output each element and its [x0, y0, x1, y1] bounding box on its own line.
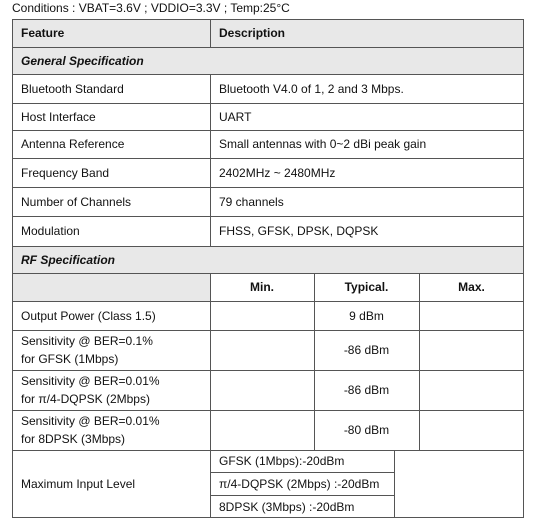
column-divider — [210, 74, 211, 246]
rf-row-typical: 9 dBm — [349, 308, 384, 323]
rf-row-typical: -86 dBm — [343, 343, 390, 357]
rf-row-typical: -80 dBm — [343, 423, 390, 437]
rf-header-min: Min. — [250, 280, 274, 294]
rf-row-feature — [12, 330, 219, 370]
rf-header-typical: Typical. — [344, 280, 389, 294]
row-divider — [210, 495, 394, 496]
max-input-value: 8DPSK (3Mbps) :-20dBm — [219, 499, 355, 514]
row-divider — [12, 330, 524, 331]
general-row-feature: Antenna Reference — [21, 137, 125, 151]
general-row-description: Small antennas with 0~2 dBi peak gain — [219, 137, 427, 151]
row-divider — [12, 370, 524, 371]
table-border — [12, 19, 13, 518]
row-divider — [12, 450, 524, 451]
general-section-title: General Specification — [21, 53, 144, 68]
max-input-value: GFSK (1Mbps):-20dBm — [219, 454, 345, 468]
table-border — [12, 19, 524, 20]
row-divider — [12, 187, 524, 188]
general-row-feature: Frequency Band — [21, 165, 110, 180]
row-divider — [12, 158, 524, 159]
rf-row-max — [419, 330, 524, 370]
rf-row-feature-line: for π/4-DQPSK (2Mbps) — [21, 392, 150, 406]
rf-row-min — [210, 330, 314, 370]
rf-row-min — [210, 370, 314, 410]
rf-row-max — [419, 410, 524, 450]
rf-row-feature-line: Sensitivity @ BER=0.1% — [21, 334, 153, 348]
rf-row-min — [210, 301, 314, 330]
rf-row-max — [419, 370, 524, 410]
conditions-text: Conditions : VBAT=3.6V ; VDDIO=3.3V ; Temp:25°C — [12, 1, 290, 15]
general-row-description: FHSS, GFSK, DPSK, DQPSK — [219, 224, 379, 238]
row-divider — [12, 216, 524, 217]
specification-table — [12, 19, 524, 518]
general-row-feature: Bluetooth Standard — [21, 81, 124, 96]
rf-row-feature-line: for 8DPSK (3Mbps) — [21, 432, 126, 446]
row-divider — [12, 301, 524, 302]
row-divider — [12, 47, 524, 48]
rf-row-feature-line: Sensitivity @ BER=0.01% — [21, 414, 160, 428]
table-border — [12, 517, 524, 518]
row-divider — [12, 246, 524, 247]
row-divider — [210, 472, 394, 473]
general-row-description: 79 channels — [219, 194, 284, 209]
row-divider — [12, 130, 524, 131]
rf-row-max — [419, 301, 524, 330]
row-divider — [12, 410, 524, 411]
column-divider — [314, 273, 315, 450]
general-row-feature: Host Interface — [21, 109, 96, 124]
row-divider — [12, 74, 524, 75]
max-input-feature: Maximum Input Level — [21, 477, 136, 491]
column-divider — [419, 273, 420, 450]
rf-row-min — [210, 410, 314, 450]
rf-row-feature — [12, 370, 219, 410]
general-row-description: 2402MHz ~ 2480MHz — [219, 165, 336, 180]
column-divider — [210, 273, 211, 518]
header-feature: Feature — [21, 26, 65, 40]
max-input-value: π/4-DQPSK (2Mbps) :-20dBm — [219, 476, 380, 491]
general-row-feature: Number of Channels — [21, 194, 132, 209]
rf-row-feature-line: for GFSK (1Mbps) — [21, 352, 119, 366]
rf-header-max: Max. — [458, 280, 485, 294]
general-row-feature: Modulation — [21, 224, 80, 238]
column-divider — [394, 450, 395, 518]
rf-header-blank-cell — [12, 273, 210, 301]
general-row-description: UART — [219, 109, 252, 124]
column-divider — [210, 19, 211, 47]
table-border — [523, 19, 524, 518]
header-description: Description — [219, 26, 286, 40]
rf-row-typical: -86 dBm — [343, 383, 390, 397]
rf-section-title: RF Specification — [21, 252, 116, 267]
rf-row-feature-line: Sensitivity @ BER=0.01% — [21, 374, 160, 388]
rf-row-feature: Output Power (Class 1.5) — [21, 308, 156, 323]
general-row-description: Bluetooth V4.0 of 1, 2 and 3 Mbps. — [219, 81, 404, 96]
rf-row-feature — [12, 410, 219, 450]
row-divider — [12, 103, 524, 104]
row-divider — [12, 273, 524, 274]
